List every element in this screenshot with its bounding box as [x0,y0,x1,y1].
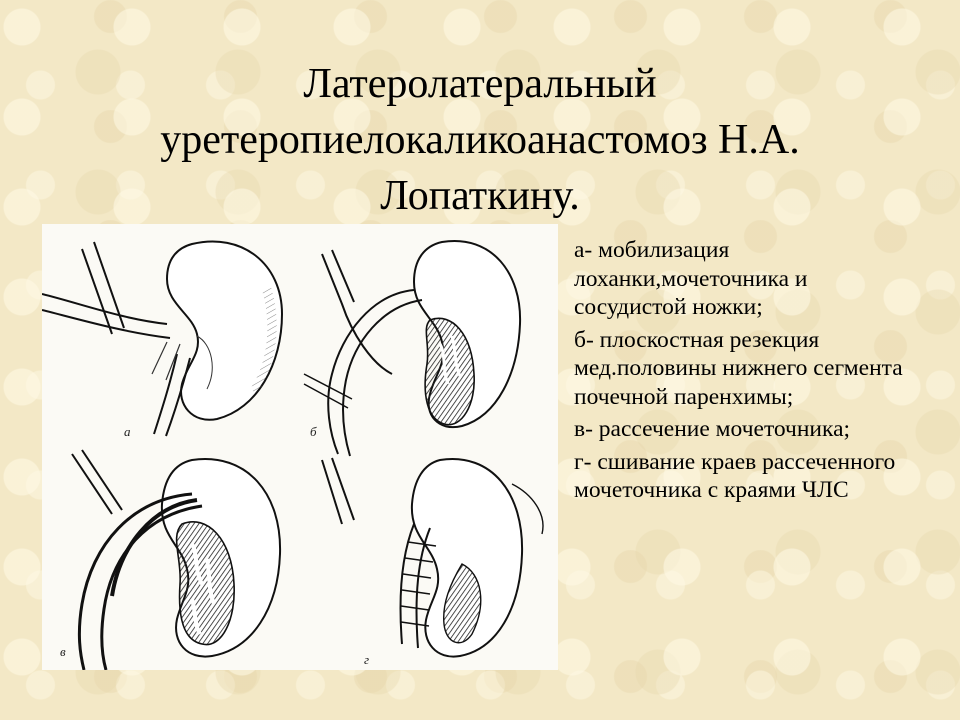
title-line: Латеролатеральный [303,61,657,107]
illustration-drawing [42,224,558,670]
panel-a [42,241,282,439]
slide-title [60,56,900,224]
step-item: в- рассечение мочеточника; [574,416,851,442]
panel-a-letter: а [124,424,131,439]
steps-list [574,236,924,509]
title-line: уретеропиелокаликоанастомоз Н.А. [160,117,800,163]
step-item: а- мобилизация лоханки,мочеточника и сосудистой ножки; [574,237,808,320]
panel-d-letter: г [364,652,370,667]
step-item: г- сшивание краев рассеченного мочеточника с краями ЧЛС [574,448,896,503]
panel-c [60,450,280,670]
step-item: б- плоскостная резекция мед.половины нижнего сегмента почечной паренхимы; [574,326,903,410]
panel-b [304,241,520,456]
title-line: Лопаткину. [380,173,580,219]
surgical-illustration [42,224,558,670]
panel-b-letter: б [310,424,317,439]
panel-d [322,458,543,667]
panel-c-letter: в [60,644,66,659]
